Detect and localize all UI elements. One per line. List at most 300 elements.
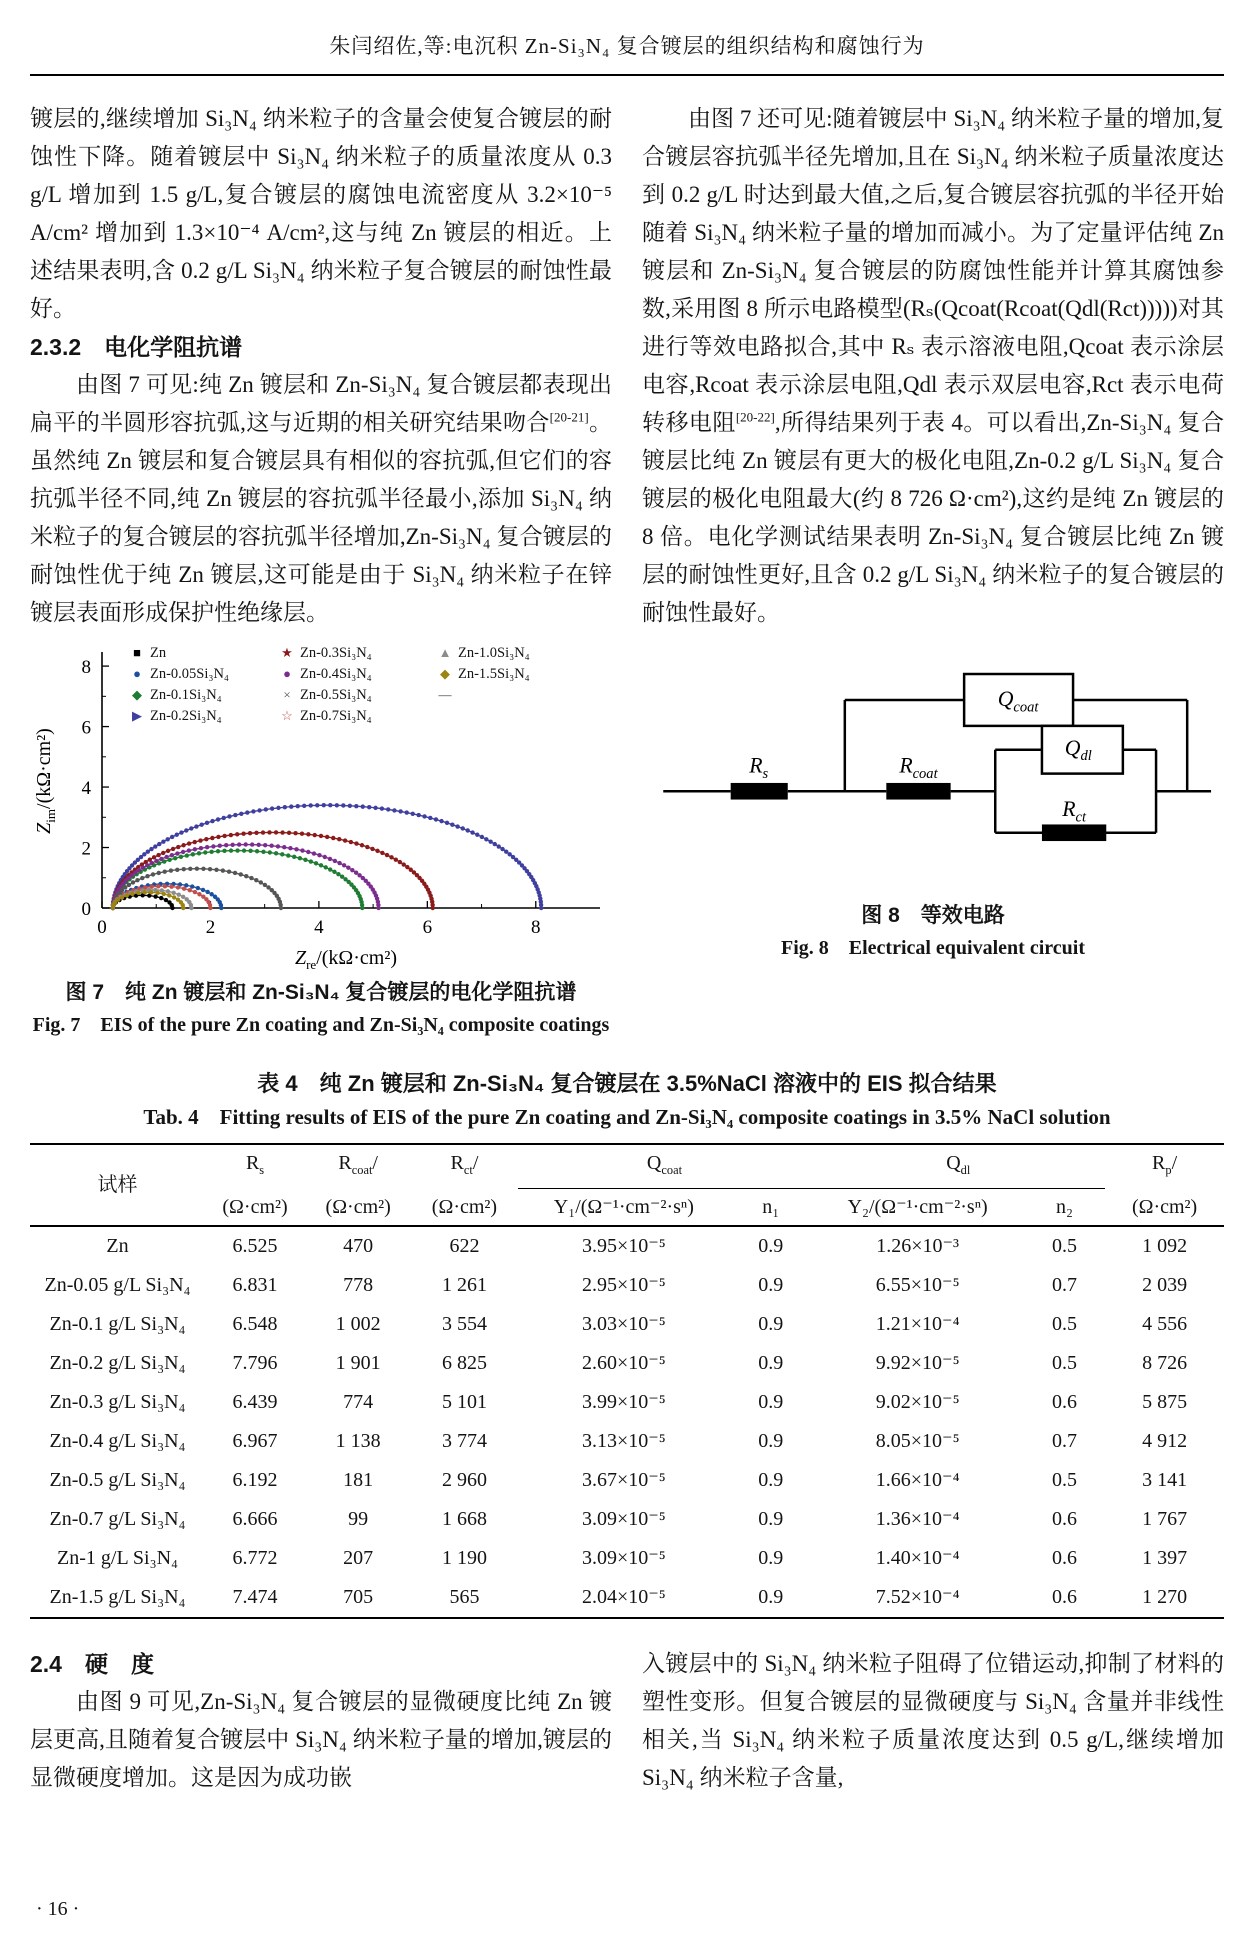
series-marker: [198, 838, 202, 842]
series-marker: [153, 894, 157, 898]
table-row: [30, 1383, 1224, 1422]
value-cell: 1 397: [1142, 1547, 1188, 1569]
section-heading-2-3-2: 2.3.2 电化学阻抗谱: [30, 334, 243, 360]
series-marker: [127, 883, 131, 887]
paragraph-text: 由图 7 还可见:随着镀层中 Si₃N₄ 纳米粒子量的增加,复合镀层容抗弧半径先增加,且在 Si₃N₄ 纳米粒子质量浓度达到 0.2 g/L 时达到最大值,之后,复合镀层容抗弧的半径开始随着 Si₃N₄ 纳米粒子量的增加而减小。为了定量评估纯 Zn 镀层和 Zn-Si₃N₄ 复合镀层的防腐蚀性能并计算其腐蚀参数,采用图 8 所示电路模型(Rₛ(Qcoat(Rcoat(Qdl(Rct)))))对其进行等效电路拟合,其中 Rₛ 表示溶液电阻,Qcoat 表示涂层电容,Rcoat 表示涂层电阻,Qdl 表示双层电容,Rct 表示电荷转移电阻: [642, 106, 1224, 435]
value-cell: 774: [343, 1391, 374, 1413]
series-marker: [221, 868, 225, 872]
series-marker: [143, 890, 147, 894]
value-cell: 3.09×10⁻⁵: [581, 1508, 666, 1530]
value-cell: 181: [343, 1469, 374, 1491]
series-marker: [170, 906, 174, 910]
series-marker: [475, 833, 479, 837]
series-marker: [230, 843, 234, 847]
paragraph-text: ,所得结果列于表 4。可以看出,Zn-Si₃N₄ 复合镀层比纯 Zn 镀层有更大的极化电阻,Zn-0.2 g/L Si₃N₄ 复合镀层的极化电阻最大(约 8 726 Ω·cm²),这约是纯 Zn 镀层的 8 倍。电化学测试结果表明 Zn-Si₃N₄ 复合镀层比纯 Zn 镀层的耐蚀性更好,且含 0.2 g/L Si₃N₄ 纳米粒子的复合镀层的耐蚀性最好。: [642, 410, 1225, 625]
series-marker: [163, 869, 167, 873]
value-cell: 0.9: [758, 1274, 784, 1296]
sample-cell: Zn-0.2 g/L Si₃N₄: [49, 1352, 186, 1374]
series-marker: [337, 837, 341, 841]
series-marker: [389, 855, 393, 859]
series-marker: [218, 844, 222, 848]
series-marker: [300, 831, 304, 835]
series-marker: [450, 822, 454, 826]
series-marker: [222, 816, 226, 820]
series-marker: [169, 868, 173, 872]
series-marker: [280, 852, 284, 856]
series-marker: [199, 822, 203, 826]
series-marker: [333, 859, 337, 863]
left-column: [30, 100, 612, 1041]
value-cell: 3.13×10⁻⁵: [581, 1430, 666, 1452]
series-marker: [181, 895, 185, 899]
series-marker: [227, 869, 231, 873]
value-cell: 6.967: [232, 1430, 278, 1452]
series-marker: [189, 906, 193, 910]
series-marker: [150, 861, 154, 865]
series-marker: [210, 836, 214, 840]
series-marker: [287, 831, 291, 835]
series-marker: [354, 871, 358, 875]
value-cell: 1.21×10⁻⁴: [875, 1313, 960, 1335]
series-marker: [324, 865, 328, 869]
series-marker: [349, 840, 353, 844]
series-marker: [261, 850, 265, 854]
value-cell: 6 825: [441, 1352, 487, 1374]
value-cell: 2.04×10⁻⁵: [581, 1586, 666, 1608]
series-marker: [361, 804, 365, 808]
series-marker: [167, 893, 171, 897]
series-marker: [201, 867, 205, 871]
series-marker: [169, 884, 173, 888]
equivalent-circuit-svg: [642, 646, 1224, 895]
col-rs: $R_s$: [245, 1152, 265, 1178]
bottom-right-column: [642, 1645, 1224, 1797]
value-cell: 0.5: [1052, 1313, 1078, 1335]
series-marker: [193, 840, 197, 844]
legend-item: [128, 705, 278, 726]
series-marker: [181, 843, 185, 847]
value-cell: 6.772: [232, 1547, 278, 1569]
value-cell: 1 002: [335, 1313, 381, 1335]
series-marker: [201, 888, 205, 892]
series-marker: [130, 892, 134, 896]
series-marker: [193, 847, 197, 851]
series-marker: [428, 816, 432, 820]
series-marker: [309, 803, 313, 807]
series-marker: [224, 843, 228, 847]
series-marker: [159, 857, 163, 861]
series-marker: [328, 867, 332, 871]
series-marker: [365, 845, 369, 849]
series-marker: [319, 863, 323, 867]
value-cell: 5 101: [441, 1391, 487, 1413]
series-marker: [254, 831, 258, 835]
series-marker: [288, 846, 292, 850]
value-cell: 7.52×10⁻⁴: [875, 1586, 960, 1608]
legend-label: Zn-1.0Si₃N₄: [458, 644, 530, 661]
series-marker: [331, 836, 335, 840]
col-n2: n₂: [1024, 1189, 1105, 1227]
header-rule: [30, 74, 1224, 76]
value-cell: 4 912: [1142, 1430, 1188, 1452]
value-cell: 2 960: [441, 1469, 487, 1491]
value-cell: 1.36×10⁻⁴: [875, 1508, 960, 1530]
paragraph-text: 。虽然纯 Zn 镀层和复合镀层具有相似的容抗弧,但它们的容抗弧半径不同,纯 Zn 镀层的容抗弧半径最小,添加 Si₃N₄ 纳米粒子的复合镀层的容抗弧半径增加,Zn-Si₃N₄ 复合镀层的耐蚀性优于纯 Zn 镀层,这可能是由于 Si₃N₄ 纳米粒子在锌镀层表面形成保护性绝缘层。: [30, 410, 612, 625]
series-marker: [257, 843, 261, 847]
series-marker: [146, 849, 150, 853]
series-marker: [245, 810, 249, 814]
series-marker: [142, 852, 146, 856]
paragraph-text: 由图 7 可见:纯 Zn 镀层和 Zn-Si₃N₄ 复合镀层都表现出扁平的半圆形容抗弧,这与近期的相关研究结果吻合: [30, 372, 612, 435]
table-4-section: [30, 1067, 1224, 1619]
value-cell: 0.5: [1052, 1469, 1078, 1491]
col-n1: n₁: [730, 1189, 811, 1227]
legend-label: Zn-0.4Si₃N₄: [300, 665, 372, 682]
legend-marker: ▲: [438, 644, 452, 660]
series-marker: [375, 849, 379, 853]
col-qdl-group: $Q_{dl}$: [811, 1144, 1105, 1189]
value-cell: 1 767: [1142, 1508, 1188, 1530]
series-marker: [190, 884, 194, 888]
series-marker: [328, 857, 332, 861]
series-marker: [360, 906, 364, 910]
series-marker: [370, 847, 374, 851]
series-marker: [445, 821, 449, 825]
series-marker: [241, 831, 245, 835]
series-marker: [466, 828, 470, 832]
series-marker: [341, 803, 345, 807]
value-cell: 0.6: [1052, 1586, 1078, 1608]
table-row: [30, 1422, 1224, 1461]
table-header-row-2: [30, 1189, 1224, 1227]
series-marker: [219, 906, 223, 910]
series-marker: [274, 851, 278, 855]
series-marker: [166, 837, 170, 841]
series-marker: [164, 855, 168, 859]
value-cell: 2 039: [1142, 1274, 1188, 1296]
value-cell: 0.9: [758, 1430, 784, 1452]
series-marker: [176, 845, 180, 849]
table-row: [30, 1305, 1224, 1344]
value-cell: 207: [343, 1547, 374, 1569]
col-rs-unit: (Ω·cm²): [205, 1189, 305, 1227]
x-tick-label: 2: [205, 917, 216, 938]
value-cell: 3.03×10⁻⁵: [581, 1313, 666, 1335]
x-tick-label: 8: [531, 917, 541, 938]
series-marker: [239, 872, 243, 876]
series-marker: [325, 835, 329, 839]
running-header: 朱闫绍佐,等:电沉积 Zn-Si₃N₄ 复合镀层的组织结构和腐蚀行为: [329, 34, 925, 58]
series-marker: [354, 804, 358, 808]
series-marker: [205, 845, 209, 849]
sample-cell: Zn-0.1 g/L Si₃N₄: [49, 1313, 186, 1335]
series-marker: [373, 806, 377, 810]
series-marker: [154, 859, 158, 863]
series-marker: [484, 837, 488, 841]
legend-item: [436, 684, 568, 705]
series-marker: [250, 842, 254, 846]
series-marker: [185, 853, 189, 857]
series-marker: [179, 855, 183, 859]
series-marker: [120, 895, 124, 899]
value-cell: 8 726: [1142, 1352, 1188, 1374]
series-marker: [153, 844, 157, 848]
series-marker: [211, 844, 215, 848]
series-marker: [350, 868, 354, 872]
series-marker: [268, 850, 272, 854]
value-cell: 0.9: [758, 1313, 784, 1335]
legend-marker: ■: [133, 644, 141, 660]
series-marker: [205, 890, 209, 894]
paragraph: 入镀层中的 Si₃N₄ 纳米粒子阻碍了位错运动,抑制了材料的塑性变形。但复合镀层的显微硬度与 Si₃N₄ 含量并非线性相关,当 Si₃N₄ 纳米粒子质量浓度达到 0.5 g/L,继续增加 Si₃N₄ 纳米粒子含量,: [642, 1651, 1224, 1790]
value-cell: 3.67×10⁻⁵: [581, 1469, 666, 1491]
series-marker: [434, 817, 438, 821]
sample-cell: Zn: [106, 1235, 129, 1257]
series-marker: [500, 847, 504, 851]
rcoat-label: $R_{coat}$: [899, 753, 938, 782]
series-marker: [222, 834, 226, 838]
series-marker: [149, 890, 153, 894]
value-cell: 0.9: [758, 1547, 784, 1569]
series-marker: [140, 876, 144, 880]
series-marker: [431, 906, 435, 910]
value-cell: 1.26×10⁻³: [876, 1235, 960, 1257]
series-marker: [380, 851, 384, 855]
value-cell: 1 901: [335, 1352, 381, 1374]
citation-ref: [20-22]: [735, 409, 775, 425]
series-marker: [166, 849, 170, 853]
paragraph: [642, 100, 1224, 632]
series-marker: [539, 906, 543, 910]
series-marker: [455, 824, 459, 828]
series-marker: [176, 885, 180, 889]
rs-label: $R_s$: [749, 753, 769, 782]
series-marker: [175, 851, 179, 855]
series-marker: [283, 805, 287, 809]
series-marker: [181, 906, 185, 910]
series-marker: [229, 833, 233, 837]
series-marker: [170, 835, 174, 839]
legend-marker: ☆: [281, 707, 293, 723]
series-marker: [141, 866, 145, 870]
sample-cell: Zn-0.4 g/L Si₃N₄: [49, 1430, 186, 1452]
table-4-title-en: Tab. 4 Fitting results of EIS of the pure Zn coating and Zn-Si₃N₄ composite coatings in 3.5% NaCl solution: [143, 1105, 1111, 1129]
value-cell: 0.5: [1052, 1352, 1078, 1374]
col-y1: Y₁/(Ω⁻¹·cm⁻²·sⁿ): [518, 1189, 731, 1227]
value-cell: 9.92×10⁻⁵: [875, 1352, 960, 1374]
series-marker: [385, 853, 389, 857]
section-heading-2-4: 2.4 硬 度: [30, 1651, 154, 1677]
series-marker: [319, 834, 323, 838]
series-marker: [227, 814, 231, 818]
value-cell: 778: [343, 1274, 374, 1296]
value-cell: 3 141: [1142, 1469, 1188, 1491]
value-cell: 99: [348, 1508, 369, 1530]
series-marker: [269, 844, 273, 848]
col-rcoat-unit: (Ω·cm²): [305, 1189, 411, 1227]
figure-7-caption-en: Fig. 7 EIS of the pure Zn coating and Zn-Si₃N₄ composite coatings: [32, 1014, 610, 1036]
legend-marker: ×: [283, 686, 291, 702]
series-marker: [125, 893, 129, 897]
value-cell: 0.5: [1052, 1235, 1078, 1257]
x-tick-label: 4: [314, 917, 324, 938]
value-cell: 1 270: [1142, 1586, 1188, 1608]
value-cell: 6.666: [232, 1508, 278, 1530]
series-marker: [470, 830, 474, 834]
series-marker: [296, 804, 300, 808]
series-marker: [233, 813, 237, 817]
series-marker: [193, 890, 197, 894]
series-marker: [177, 892, 181, 896]
value-cell: 705: [343, 1586, 374, 1608]
qcoat-label: $Q_{coat}$: [997, 687, 1039, 716]
rct-resistor: [1042, 824, 1106, 841]
series-marker: [259, 880, 263, 884]
sample-cell: Zn-0.3 g/L Si₃N₄: [49, 1391, 186, 1413]
value-cell: 565: [449, 1586, 480, 1608]
sample-cell: Zn-0.05 g/L Si₃N₄: [44, 1274, 191, 1296]
series-marker: [209, 850, 213, 854]
series-marker: [315, 803, 319, 807]
series-marker: [264, 807, 268, 811]
value-cell: 4 556: [1142, 1313, 1188, 1335]
series-marker: [233, 871, 237, 875]
series-marker: [289, 804, 293, 808]
series-marker: [243, 842, 247, 846]
series-marker: [157, 842, 161, 846]
table-4-title-cn: 表 4 纯 Zn 镀层和 Zn-Si₃N₄ 复合镀层在 3.5%NaCl 溶液中的 EIS 拟合结果: [257, 1071, 997, 1096]
series-marker: [261, 830, 265, 834]
series-marker: [194, 824, 198, 828]
value-cell: 6.525: [232, 1235, 278, 1257]
value-cell: 0.7: [1052, 1430, 1078, 1452]
value-cell: 6.55×10⁻⁵: [875, 1274, 960, 1296]
series-marker: [286, 853, 290, 857]
value-cell: 0.9: [758, 1235, 784, 1257]
series-marker: [208, 906, 212, 910]
x-tick-label: 0: [97, 917, 107, 938]
rcoat-resistor: [886, 783, 950, 800]
series-marker: [493, 842, 497, 846]
series-marker: [292, 855, 296, 859]
value-cell: 0.6: [1052, 1508, 1078, 1530]
series-marker: [303, 858, 307, 862]
series-marker: [270, 806, 274, 810]
legend-marker: ★: [281, 644, 293, 660]
figure-7: [30, 640, 612, 1041]
series-marker: [210, 819, 214, 823]
series-marker: [191, 852, 195, 856]
series-marker: [195, 866, 199, 870]
series-marker: [293, 831, 297, 835]
series-marker: [335, 803, 339, 807]
series-marker: [300, 848, 304, 852]
legend-label: Zn-0.3Si₃N₄: [300, 644, 372, 661]
bottom-left-column: [30, 1645, 612, 1797]
value-cell: 0.9: [758, 1508, 784, 1530]
y-tick-label: 6: [81, 717, 91, 739]
legend-marker: ▶: [132, 707, 142, 723]
series-marker: [263, 843, 267, 847]
series-marker: [203, 850, 207, 854]
legend-label: Zn-0.05Si₃N₄: [150, 665, 229, 682]
y-tick-label: 0: [81, 899, 91, 920]
series-marker: [149, 847, 153, 851]
value-cell: 1 668: [441, 1508, 487, 1530]
series-marker: [376, 906, 380, 910]
value-cell: 8.05×10⁻⁵: [875, 1430, 960, 1452]
legend-label: Zn-0.5Si₃N₄: [300, 686, 372, 703]
figure-8: [642, 646, 1224, 964]
value-cell: 0.6: [1052, 1547, 1078, 1569]
series-marker: [239, 812, 243, 816]
value-cell: 0.6: [1052, 1391, 1078, 1413]
legend-marker: ◆: [440, 665, 450, 681]
value-cell: 0.9: [758, 1352, 784, 1374]
series-marker: [242, 848, 246, 852]
rs-resistor: [731, 783, 788, 800]
series-marker: [394, 857, 398, 861]
series-marker: [255, 849, 259, 853]
series-marker: [276, 806, 280, 810]
legend-item: [436, 663, 568, 684]
series-marker: [197, 892, 201, 896]
series-marker: [298, 856, 302, 860]
col-qcoat-group: $Q_{coat}$: [518, 1144, 812, 1189]
series-marker: [156, 891, 160, 895]
legend-item: [278, 705, 436, 726]
series-marker: [205, 821, 209, 825]
series-marker: [173, 856, 177, 860]
series-marker: [317, 853, 321, 857]
series-marker: [337, 861, 341, 865]
series-marker: [314, 861, 318, 865]
sample-cell: Zn-1 g/L Si₃N₄: [57, 1547, 178, 1569]
series-marker: [248, 831, 252, 835]
series-marker: [182, 886, 186, 890]
y-tick-label: 8: [81, 657, 91, 679]
series-marker: [386, 807, 390, 811]
series-marker: [248, 849, 252, 853]
value-cell: 2.60×10⁻⁵: [581, 1352, 666, 1374]
series-marker: [343, 838, 347, 842]
col-rp: $R_p/$: [1152, 1152, 1178, 1178]
series-marker: [276, 844, 280, 848]
series-marker: [392, 808, 396, 812]
series-marker: [480, 835, 484, 839]
series-marker: [171, 891, 175, 895]
series-marker: [411, 812, 415, 816]
series-marker: [197, 851, 201, 855]
value-cell: 470: [343, 1235, 374, 1257]
series-marker: [116, 898, 120, 902]
value-cell: 7.474: [232, 1586, 278, 1608]
value-cell: 0.9: [758, 1391, 784, 1413]
paragraph: [30, 366, 612, 632]
value-cell: 3.09×10⁻⁵: [581, 1547, 666, 1569]
series-marker: [137, 868, 141, 872]
series-marker: [151, 872, 155, 876]
series-marker: [130, 873, 134, 877]
series-marker: [416, 813, 420, 817]
series-marker: [497, 844, 501, 848]
series-marker: [405, 810, 409, 814]
legend-marker: ◆: [132, 686, 142, 702]
qdl-label: $Q_{dl}$: [1064, 735, 1092, 765]
series-marker: [145, 863, 149, 867]
series-marker: [402, 862, 406, 866]
series-marker: [263, 883, 267, 887]
